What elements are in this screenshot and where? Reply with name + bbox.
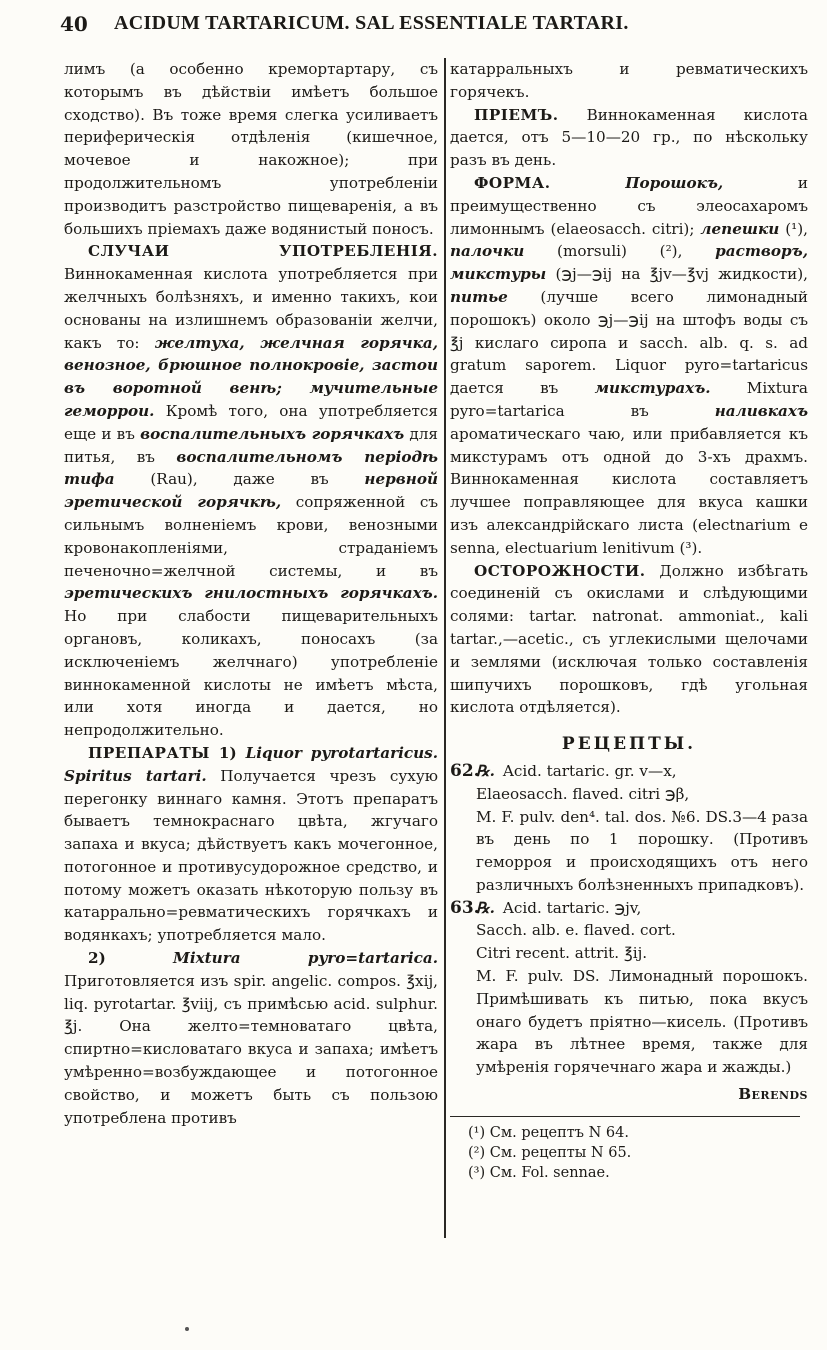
paragraph-cautions bbox=[450, 560, 808, 720]
footnote-2: (²) См. рецепты N 65. bbox=[468, 1144, 632, 1161]
recipe-line: M. F. pulv. DS. Лимонадный порошокъ. Примѣшивать къ питью, пока вкусъ онаго будетъ пріятно—кисель. (Противъ жара въ лѣтнее время, также для умѣренія горячечнаго жара и жажды.) bbox=[476, 967, 808, 1077]
text: Mixtura pyro=tartarica въ bbox=[450, 379, 808, 420]
text: (℈j—℈ij на ℥jv—℥vj жидкости), bbox=[546, 265, 808, 284]
paragraph-cases bbox=[64, 240, 438, 742]
print-speck bbox=[185, 1327, 189, 1331]
text: (Rau), даже въ bbox=[114, 470, 365, 489]
footnote-1: (¹) См. рецептъ N 64. bbox=[468, 1124, 629, 1141]
left-column bbox=[64, 58, 438, 1129]
text: Приготовляется изъ spir. angelic. compos. ℥xij, liq. pyrotartar. ℥viij, съ примѣсью acid. sulphur. ℥j. Она желто=темноватаго цвѣта, спиртно=кисловатаго вкуса и запаха; имѣетъ умѣренно=возбуждающее и потогонное свойство, и можетъ быть съ пользою употреблена противъ bbox=[64, 971, 438, 1127]
section-title-cautions: ОСТОРОЖНОСТИ. bbox=[474, 561, 646, 580]
right-column bbox=[450, 58, 808, 1183]
text: сопряженной съ сильнымъ волненіемъ крови, венозными кровонакопленіями, страданіемъ печеночно=желчной системы, и въ bbox=[64, 493, 438, 580]
page-number: 40 bbox=[60, 12, 88, 36]
author-signature: Berends bbox=[738, 1085, 808, 1104]
paragraph-mixtura bbox=[64, 947, 438, 1129]
italic-text: питье bbox=[450, 287, 508, 306]
italic-text: растворъ, микстуры bbox=[450, 242, 808, 284]
text: Виннокаменная кислота дается, отъ 5—10—20 гр., по нѣскольку разъ въ день. bbox=[450, 105, 808, 170]
recipe-62 bbox=[450, 760, 808, 897]
recipe-line: Citri recent. attrit. ℥ij. bbox=[476, 944, 648, 963]
section-title-dose: ПРІЕМЪ. bbox=[474, 105, 559, 124]
text: Получается чрезъ сухую перегонку виннаго камня. Этотъ препаратъ бываетъ темнокраснаго цвѣта, жгучаго запаха и вкуса; дѣйствуетъ какъ мочегонное, потогонное и противусудорожное средство, и потому можетъ оказать нѣкоторую пользу въ катаррально=ревматическихъ горячкахъ и водянкахъ; употребляется мало. bbox=[64, 766, 438, 945]
paragraph-form bbox=[450, 172, 808, 560]
text: для питья, въ bbox=[64, 424, 438, 466]
recipes-title: РЕЦЕПТЫ. bbox=[561, 734, 697, 755]
recipe-number: 63. bbox=[450, 897, 480, 918]
paragraph-preparations bbox=[64, 742, 438, 947]
recipe-line: M. F. pulv. den⁴. tal. dos. №6. DS.3—4 раза въ день по 1 порошку. (Противъ геморроя и происходящихъ отъ него различныхъ болѣзненныхъ припадковъ). bbox=[476, 807, 808, 894]
paragraph-dose bbox=[450, 104, 808, 172]
text: 1) bbox=[209, 743, 246, 762]
text: Виннокаменная кислота употребляется при желчныхъ болѣзняхъ, и именно такихъ, кои основаны на излишнемъ образованіи желчи, какъ то: bbox=[64, 265, 438, 352]
recipe-line: Elaeosacch. flaved. citri ℈β, bbox=[476, 784, 690, 803]
italic-text: желтуха, желчная горячка, венозное, брюшное полнокровіе, застои въ воротной венѣ; мучительные геморрои. bbox=[64, 333, 438, 420]
text: (morsuli) (²), bbox=[524, 242, 716, 261]
recipe-number: 62. bbox=[450, 760, 480, 781]
paragraph-continuation: катарральныхъ и ревматическихъ горячекъ. bbox=[450, 60, 808, 101]
recipe-symbol: ℞. bbox=[476, 761, 495, 780]
italic-text: Порошокъ, bbox=[625, 173, 724, 192]
column-divider bbox=[444, 58, 446, 1238]
recipe-symbol: ℞. bbox=[476, 898, 495, 917]
text: 2) bbox=[88, 949, 174, 968]
italic-text: палочки bbox=[450, 242, 525, 261]
footnote-3: (³) См. Fol. sennae. bbox=[468, 1164, 610, 1181]
paragraph-effects: лимъ (а особенно кремортартару, съ которымъ въ дѣйствіи имѣетъ большое сходство). Въ тоже время слегка усиливаетъ периферическія отдѣленія (кишечное, мочевое и накожное); при продолжительномъ употребленіи производитъ разстройство пищеваренія, а въ большихъ пріемахъ даже водянистый поносъ. bbox=[64, 60, 438, 238]
text: (¹), bbox=[779, 219, 808, 238]
recipe-head bbox=[450, 897, 808, 920]
running-title: ACIDUM TARTARICUM. SAL ESSENTIALE TARTARI. bbox=[114, 12, 629, 34]
italic-text: воспалительномъ періодѣ тифа bbox=[64, 447, 438, 489]
italic-text: микстурахъ. bbox=[594, 379, 711, 398]
italic-text: воспалительныхъ горячкахъ bbox=[140, 424, 405, 443]
italic-text: лепешки bbox=[700, 219, 780, 238]
text: Кромѣ того, она употребляется еще и въ bbox=[64, 401, 438, 443]
italic-text: Liquor pyrotartaricus. Spiritus tartari. bbox=[64, 743, 438, 785]
section-title-preparations: ПРЕПАРАТЫ bbox=[88, 743, 210, 762]
text: ароматическаго чаю, или прибавляется къ микстурамъ отъ одной до 3-хъ драхмъ. Виннокаменная кислота составляетъ лучшее поправляющее для вкуса кашки изъ александрійскаго листа (electnarium e senna, electuarium lenitivum (³). bbox=[450, 424, 808, 557]
footnote-rule bbox=[450, 1116, 800, 1117]
section-title-cases: СЛУЧАИ УПОТРЕБЛЕНІЯ. bbox=[88, 242, 438, 261]
text: Должно избѣгать соединеній съ окислами и слѣдующими солями: tartar. natronat. ammoniat., kali tartar.,—acetic., съ углекислыми щелочами и землями (исключая только составленія шипучихъ порошковъ, гдѣ угольная кислота отдѣляется). bbox=[450, 561, 808, 717]
recipe-line: Sacch. alb. e. flaved. cort. bbox=[476, 921, 676, 940]
text: (лучше всего лимонадный порошокъ) около ℈j—℈ij на штофъ воды съ ℥j кислаго сиропа и sacch. alb. q. s. ad gratum saporem. Liquor pyro=tartaricus дается въ bbox=[450, 287, 808, 398]
section-title-form: ФОРМА. bbox=[474, 173, 551, 192]
text: Но при слабости пищеварительныхъ органовъ, коликахъ, поносахъ (за исключеніемъ желчнаго) употребленіе виннокаменной кислоты не имѣетъ мѣста, или хотя иногда и дается, но непродолжительно. bbox=[64, 607, 438, 740]
recipe-line: Acid. tartaric. ℈jv, bbox=[502, 898, 642, 917]
recipe-head bbox=[450, 760, 808, 783]
italic-text: нервной эретической горячкѣ, bbox=[64, 470, 438, 512]
italic-text: Mixtura pyro=tartarica. bbox=[173, 949, 438, 968]
text bbox=[551, 174, 626, 192]
text: и преимущественно съ элеосахаромъ лимоннымъ (elaeosacch. citri); bbox=[450, 173, 809, 238]
italic-text: наливкахъ bbox=[714, 401, 808, 420]
page-header bbox=[60, 12, 772, 42]
recipe-63 bbox=[450, 897, 808, 1079]
recipe-line: Acid. tartaric. gr. v—x, bbox=[502, 761, 677, 780]
italic-text: эретическихъ гнилостныхъ горячкахъ. bbox=[64, 584, 438, 603]
